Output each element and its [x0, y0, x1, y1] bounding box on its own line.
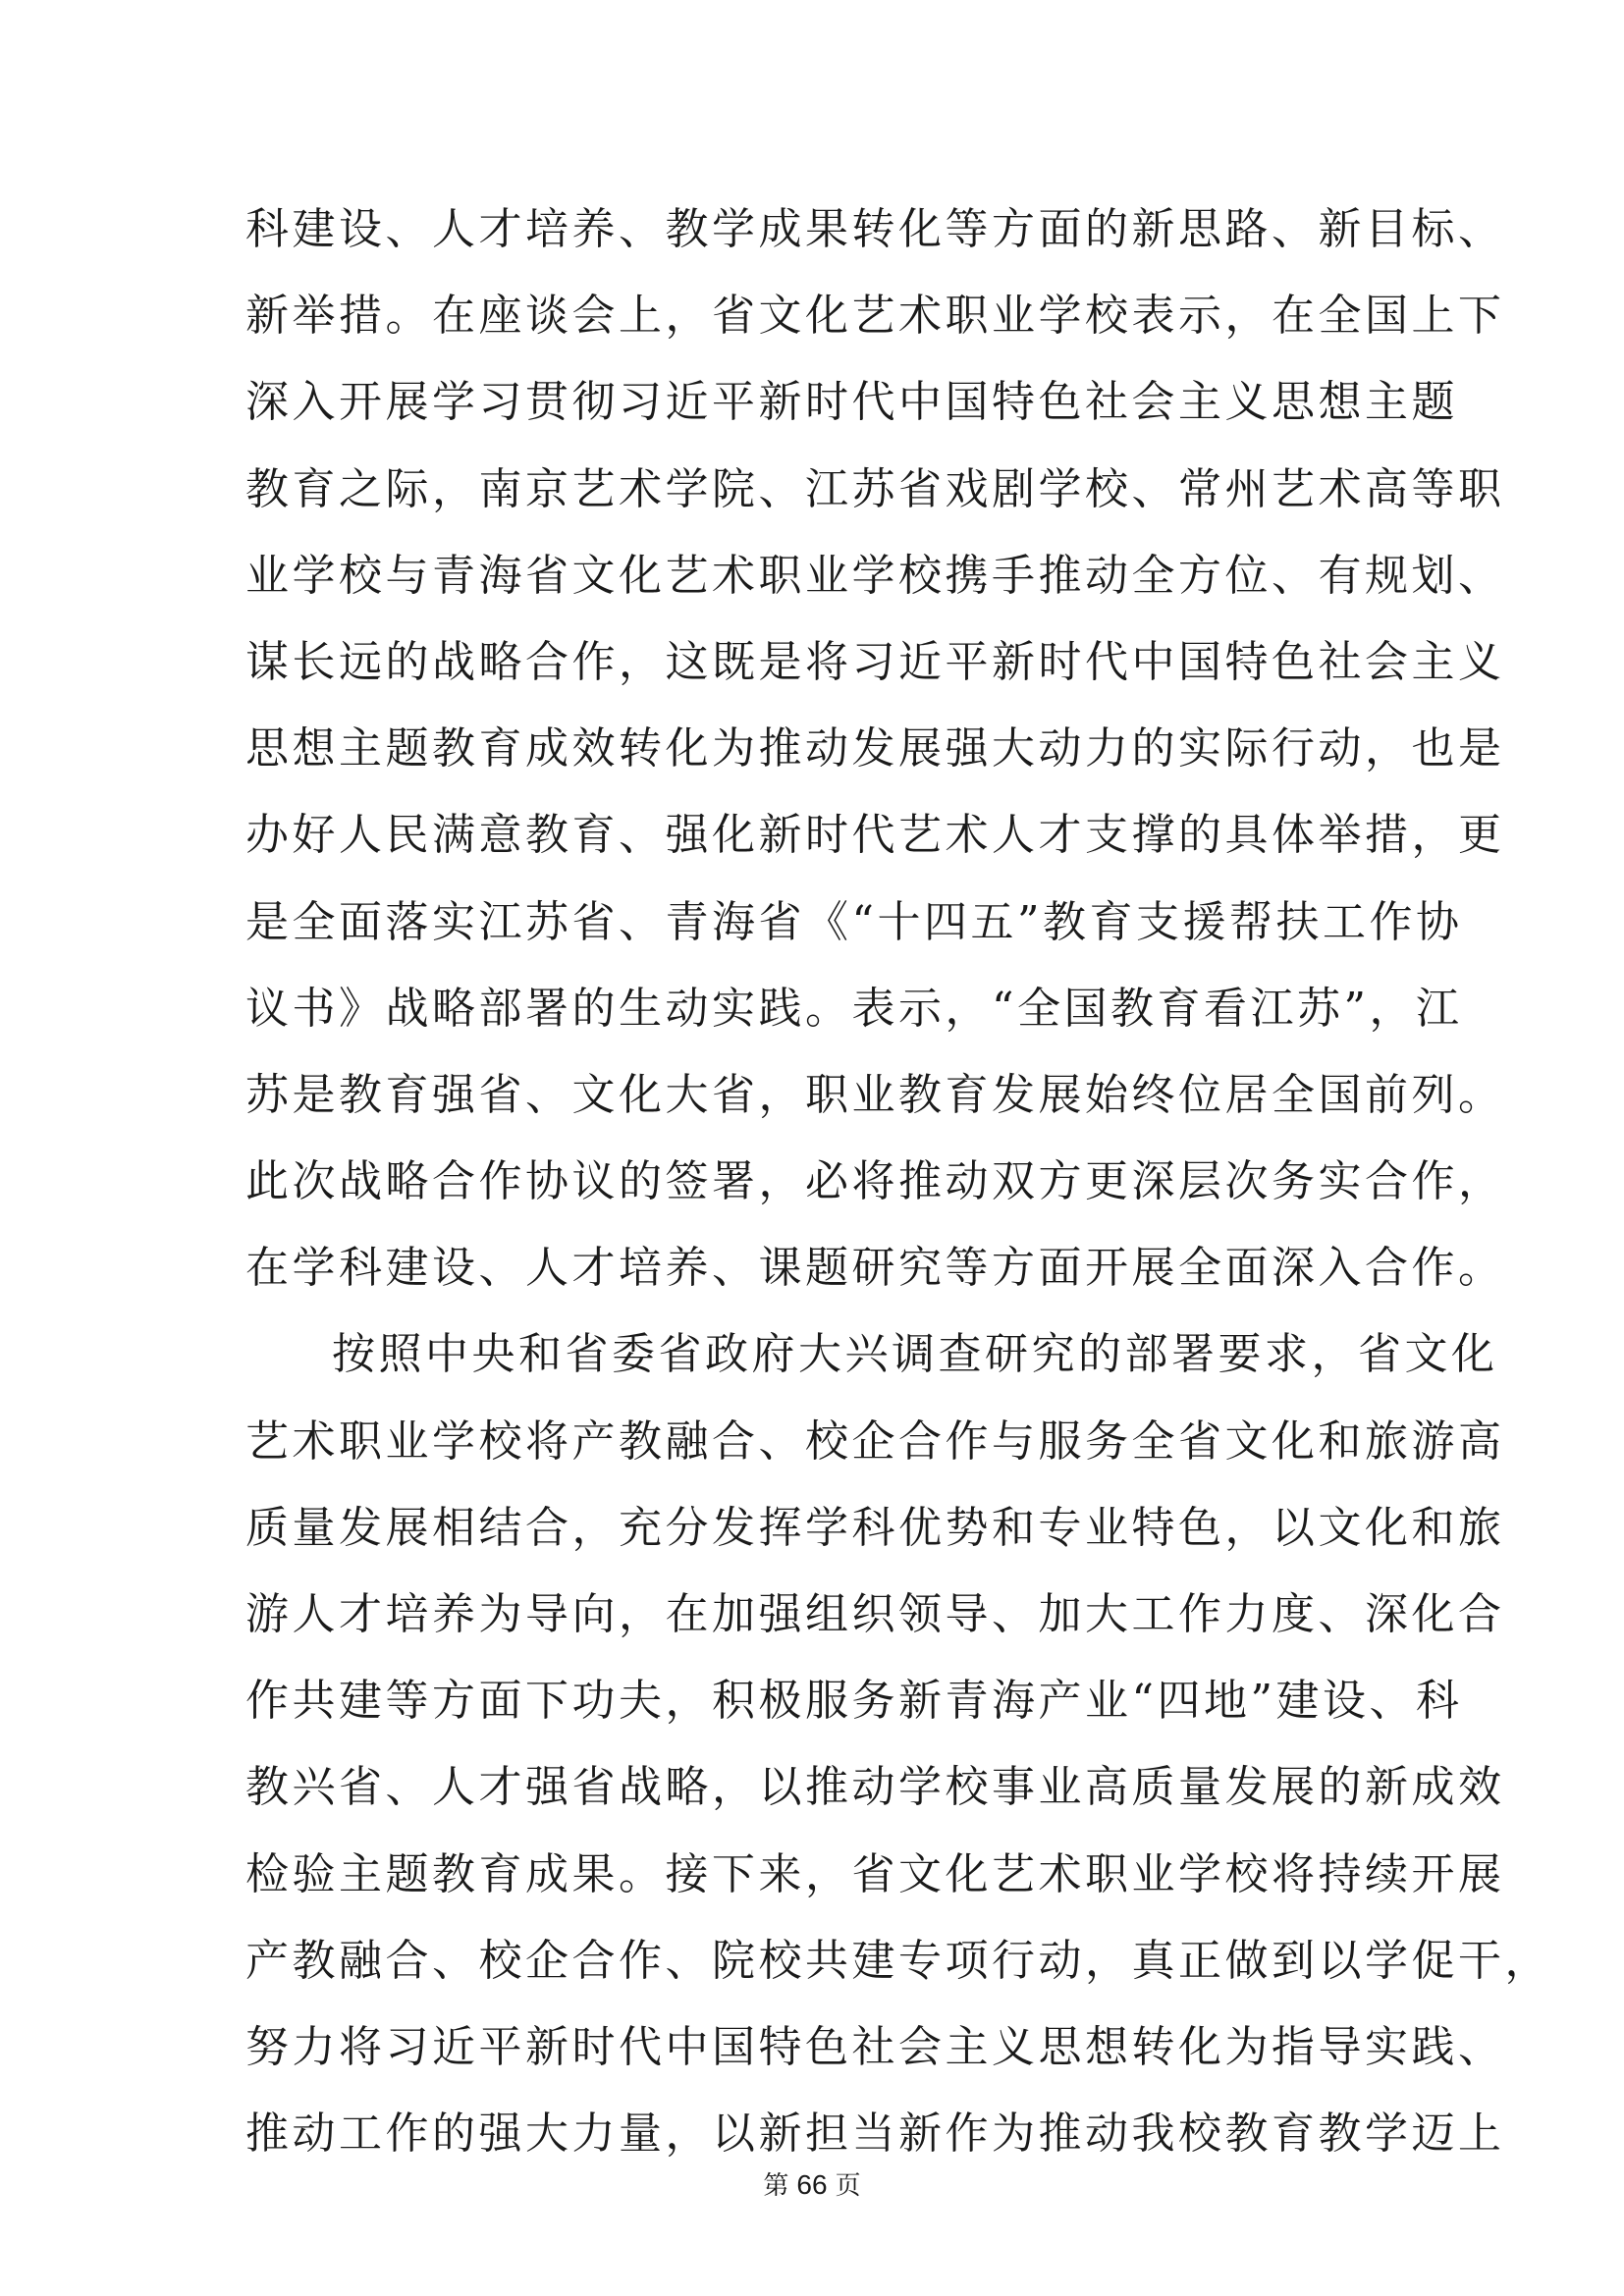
text-line: 新举措。在座谈会上，省文化艺术职业学校表示，在全国上下	[245, 291, 1505, 342]
text-line: 议书》战略部署的生动实践。表示，“全国教育看江苏”，江	[245, 983, 1463, 1034]
paragraph-2	[245, 1311, 1551, 2177]
text-line: 教兴省、人才强省战略，以推动学校事业高质量发展的新成效	[245, 1762, 1505, 1813]
page-footer	[0, 2165, 1624, 2202]
page-number: 66	[796, 2169, 828, 2200]
text-line: 推动工作的强大力量，以新担当新作为推动我校教育教学迈上	[245, 2109, 1505, 2160]
text-line: 思想主题教育成效转化为推动发展强大动力的实际行动，也是	[245, 723, 1505, 774]
paragraph-1	[245, 187, 1505, 1311]
text-line: 此次战略合作协议的签署，必将推动双方更深层次务实合作，	[245, 1156, 1505, 1207]
text-line: 检验主题教育成果。接下来，省文化艺术职业学校将持续开展	[245, 1848, 1505, 1899]
text-line: 努力将习近平新时代中国特色社会主义思想转化为指导实践、	[245, 2021, 1505, 2072]
text-line: 在学科建设、人才培养、课题研究等方面开展全面深入合作。	[245, 1243, 1505, 1294]
page-number-prefix: 第	[763, 2171, 789, 2201]
text-line: 业学校与青海省文化艺术职业学校携手推动全方位、有规划、	[245, 550, 1505, 601]
body-text	[245, 187, 1551, 2177]
text-line: 按照中央和省委省政府大兴调查研究的部署要求，省文化	[332, 1329, 1498, 1380]
text-line: 产教融合、校企合作、院校共建专项行动，真正做到以学促干，	[245, 1935, 1551, 1986]
text-line: 科建设、人才培养、教学成果转化等方面的新思路、新目标、	[245, 204, 1505, 254]
text-line: 办好人民满意教育、强化新时代艺术人才支撑的具体举措，更	[245, 810, 1505, 861]
text-line: 质量发展相结合，充分发挥学科优势和专业特色，以文化和旅	[245, 1502, 1505, 1553]
text-line: 游人才培养为导向，在加强组织领导、加大工作力度、深化合	[245, 1589, 1505, 1639]
text-line: 谋长远的战略合作，这既是将习近平新时代中国特色社会主义	[245, 636, 1505, 687]
page-number-suffix: 页	[835, 2171, 861, 2201]
text-line: 作共建等方面下功夫，积极服务新青海产业“四地”建设、科	[245, 1676, 1463, 1727]
text-line: 教育之际，南京艺术学院、江苏省戏剧学校、常州艺术高等职	[245, 463, 1505, 514]
text-line: 深入开展学习贯彻习近平新时代中国特色社会主义思想主题	[245, 377, 1458, 428]
text-line: 艺术职业学校将产教融合、校企合作与服务全省文化和旅游高	[245, 1415, 1505, 1467]
text-line: 是全面落实江苏省、青海省《“十四五”教育支援帮扶工作协	[245, 896, 1463, 947]
text-line: 苏是教育强省、文化大省，职业教育发展始终位居全国前列。	[245, 1069, 1505, 1120]
